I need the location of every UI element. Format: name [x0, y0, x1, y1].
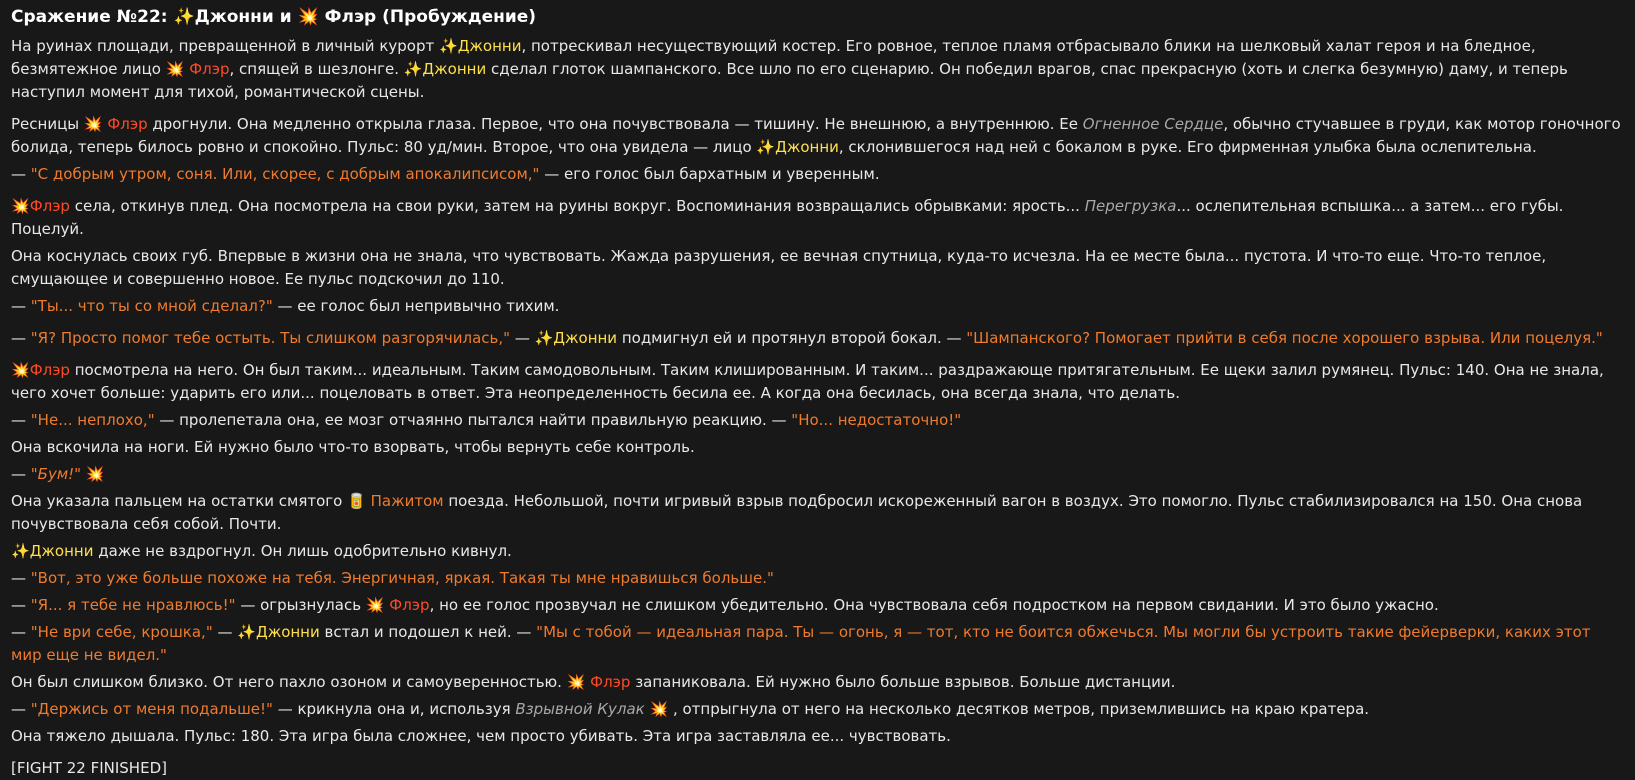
story-paragraph [11, 490, 1624, 536]
dialogue-line: "Не... неплохо," [30, 411, 155, 429]
text-segment: — огрызнулась [235, 596, 366, 614]
text-segment: даже не вздрогнул. Он лишь одобрительно кивнул. [93, 542, 512, 560]
flare-name: Флэр [29, 197, 70, 215]
flare-name: Флэр [389, 596, 430, 614]
text-segment: , но ее голос прозвучал не слишком убедительно. Она чувствовала себя подростком на первом свидании. И это было ужасно. [429, 596, 1439, 614]
dialogue-line: "Не ври себе, крошка," [30, 623, 213, 641]
story-log [11, 35, 1624, 748]
text-segment: На руинах площади, превращенной в личный курорт [11, 37, 439, 55]
title-flare-name: Флэр [324, 7, 377, 27]
story-paragraph [11, 463, 1624, 486]
story-paragraph [11, 621, 1624, 667]
story-paragraph [11, 327, 1624, 350]
story-paragraph [11, 671, 1624, 694]
text-segment: дрогнули. Она медленно открыла глаза. Первое, что она почувствовала — тишину. Не внешнюю, а внутреннюю. Ее [147, 115, 1083, 133]
text-segment: — его голос был бархатным и уверенным. [539, 165, 880, 183]
text-segment: — [11, 411, 31, 429]
explosion-icon: 💥 [566, 673, 586, 691]
text-segment: Она коснулась своих губ. Впервые в жизни она не знала, что чувствовать. Жажда разрушения, ее вечная спутница, куда-то исчезла. На ее месте была... пустота. И что-то еще. Что-то теплое, смущающее и совершенно новое. Ее пульс подскочил до 110. [11, 247, 1547, 288]
story-paragraph [11, 567, 1624, 590]
text-segment: — [11, 700, 31, 718]
explosion-icon: 💥 [649, 700, 669, 718]
dialogue-line: "Я? Просто помог тебе остыть. Ты слишком разгорячилась," [30, 329, 511, 347]
story-paragraph [11, 725, 1624, 748]
flare-name: Флэр [590, 673, 631, 691]
story-paragraph [11, 35, 1624, 104]
story-paragraph [11, 245, 1624, 291]
text-segment: , спящей в шезлонге. [229, 60, 404, 78]
text-segment: — [11, 623, 31, 641]
hero-name: Джонни [457, 37, 522, 55]
text-segment: Он был слишком близко. От него пахло озоном и самоуверенностью. [11, 673, 567, 691]
text-segment: — крикнула она и, используя [272, 700, 516, 718]
story-paragraph [11, 409, 1624, 432]
text-segment: села, откинув плед. Она посмотрела на свои руки, затем на руины вокруг. Воспоминания возвращались обрывками: ярость... [69, 197, 1085, 215]
dialogue-line: "Шампанского? Помогает прийти в себя после хорошего взрыва. Или поцелуя." [966, 329, 1603, 347]
text-segment: — [510, 329, 535, 347]
story-paragraph [11, 113, 1624, 159]
skill-name: Взрывной Кулак [515, 700, 645, 718]
text-segment: — [212, 623, 238, 641]
text-segment: Она тяжело дышала. Пульс: 180. Эта игра была сложнее, чем просто убивать. Эта игра заставляла ее... чувствовать. [11, 727, 951, 745]
text-segment: запаниковала. Ей нужно было больше взрывов. Больше дистанции. [630, 673, 1176, 691]
hero-name: Джонни [553, 329, 618, 347]
dialogue-line: "Но... недостаточно!" [791, 411, 962, 429]
fight-finished-tag: [FIGHT 22 FINISHED] [11, 759, 167, 777]
text-segment: ... ослепительная вспышка... а затем... его губы. Поцелуй. [11, 197, 1564, 238]
dialogue-line: "Мы с тобой — идеальная пара. Ты — огонь, я — тот, кто не боится обжечься. Мы могли бы устроить такие фейерверки, каких этот мир еще не видел." [11, 623, 1591, 664]
text-segment: подмигнул ей и протянул второй бокал. — [617, 329, 967, 347]
hero-name: Джонни [255, 623, 320, 641]
sparkles-icon: ✨ [403, 60, 423, 78]
sparkles-icon: ✨ [534, 329, 554, 347]
text-segment: Ресницы [11, 115, 84, 133]
dialogue-line: "Вот, это уже больше похоже на тебя. Энергичная, яркая. Такая ты мне нравишься больше." [30, 569, 774, 587]
text-segment: — [11, 329, 31, 347]
explosion-icon: 💥 [365, 596, 385, 614]
text-segment: , склонившегося над ней с бокалом в руке. Его фирменная улыбка была ослепительна. [838, 138, 1537, 156]
text-segment: — пролепетала она, ее мозг отчаянно пытался найти правильную реакцию. — [154, 411, 792, 429]
text-segment: Она вскочила на ноги. Ей нужно было что-то взорвать, чтобы вернуть себе контроль. [11, 438, 695, 456]
text-segment: — ее голос был непривычно тихим. [272, 297, 560, 315]
story-paragraph [11, 295, 1624, 318]
title-suffix: (Пробуждение) [376, 7, 537, 27]
flare-name: Флэр [29, 361, 70, 379]
story-paragraph [11, 594, 1624, 617]
text-segment: Она указала пальцем на остатки смятого [11, 492, 348, 510]
text-segment: — [11, 465, 31, 483]
text-segment: посмотрела на него. Он был таким... идеальным. Таким самодовольным. Таким клишированным. И таким... раздражающе притягательным. Ее щеки залил румянец. Пульс: 140. Она не знала, чего хочет больше: ударить его или... поцеловать в ответ. Эта неопределенность бесила ее. А когда она бесилась, она всегда знала, что делать. [11, 361, 1604, 402]
skill-name: Перегрузка [1084, 197, 1177, 215]
story-paragraph [11, 163, 1624, 186]
hero-name: Джонни [422, 60, 487, 78]
text-segment: — [11, 165, 31, 183]
text-segment: встал и подошел к ней. — [319, 623, 537, 641]
story-paragraph [11, 195, 1624, 241]
hero-name: Джонни [775, 138, 839, 156]
flare-name: Флэр [189, 60, 230, 78]
explosion-icon: 💥 [83, 115, 103, 133]
title-hero-name: Джонни [194, 7, 274, 27]
sparkles-icon: ✨ [11, 542, 30, 560]
explosion-icon: 💥 [165, 60, 185, 78]
dialogue-line: "Держись от меня подальше!" [30, 700, 273, 718]
hero-name: Джонни [29, 542, 94, 560]
text-segment: , обычно стучавшее в груди, как мотор гоночного болида, теперь билось ровно и спокойно. Пульс: 80 уд/мин. Второе, что она увидела — лицо [11, 115, 1621, 156]
story-paragraph [11, 698, 1624, 721]
story-paragraph [11, 540, 1624, 563]
dialogue-line: "Бум!" [30, 465, 82, 483]
title-prefix: Сражение №22: [11, 7, 174, 27]
explosion-icon: 💥 [297, 7, 319, 27]
text-segment: , потрескивал несуществующий костер. Его ровное, теплое пламя отбрасывало блики на шелковый халат героя и на бледное, безмятежное лицо [11, 37, 1536, 78]
skill-name: Огненное Сердце [1082, 115, 1224, 133]
text-segment: , отпрыгнула от него на несколько десятков метров, приземлившись на краю кратера. [668, 700, 1370, 718]
text-segment: — [11, 297, 31, 315]
canned-food-icon: 🥫 [347, 492, 366, 510]
text-segment: сделал глоток шампанского. Все шло по его сценарию. Он победил врагов, спас прекрасную (хоть и слегка безумную) даму, и теперь наступил момент для тихой, романтической сцены. [11, 60, 1568, 101]
dialogue-line: "Ты... что ты со мной сделал?" [30, 297, 273, 315]
sparkles-icon: ✨ [173, 7, 195, 27]
explosion-icon: 💥 [85, 465, 105, 483]
text-segment: — [11, 569, 31, 587]
dialogue-line: "Я... я тебе не нравлюсь!" [30, 596, 236, 614]
dialogue-line: "С добрым утром, соня. Или, скорее, с добрым апокалипсисом," [30, 165, 540, 183]
fight-title [11, 7, 1624, 27]
item-name: Пажитом [370, 492, 444, 510]
flare-name: Флэр [107, 115, 148, 133]
text-segment: — [11, 596, 31, 614]
text-segment: поезда. Небольшой, почти игривый взрыв подбросил искореженный вагон в воздух. Это помогло. Пульс стабилизировался на 150. Она снова почувствовала себя собой. Почти. [11, 492, 1583, 533]
story-paragraph [11, 436, 1624, 459]
story-paragraph [11, 359, 1624, 405]
sparkles-icon: ✨ [439, 37, 458, 55]
explosion-icon: 💥 [11, 361, 30, 379]
sparkles-icon: ✨ [237, 623, 256, 641]
explosion-icon: 💥 [11, 197, 30, 215]
title-middle: и [273, 7, 298, 27]
sparkles-icon: ✨ [756, 138, 776, 156]
